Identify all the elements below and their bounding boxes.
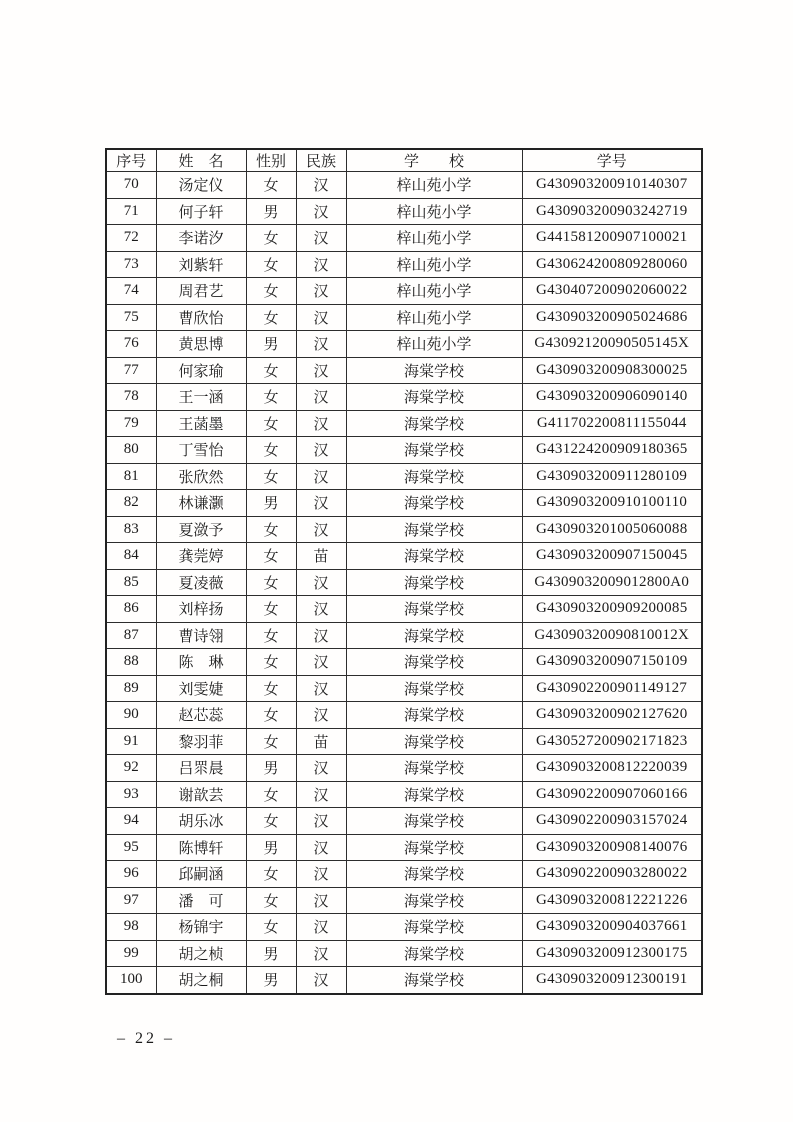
- cell-gender: 女: [246, 516, 296, 543]
- cell-no: 88: [106, 649, 156, 676]
- cell-student-id: G430903200902127620: [522, 702, 702, 729]
- cell-name: 何家瑜: [156, 357, 246, 384]
- cell-student-id: G430527200902171823: [522, 728, 702, 755]
- cell-no: 76: [106, 331, 156, 358]
- cell-no: 73: [106, 251, 156, 278]
- cell-gender: 女: [246, 225, 296, 252]
- cell-school: 梓山苑小学: [346, 225, 522, 252]
- cell-school: 海棠学校: [346, 410, 522, 437]
- cell-gender: 女: [246, 304, 296, 331]
- cell-ethnicity: 汉: [296, 569, 346, 596]
- cell-school: 海棠学校: [346, 834, 522, 861]
- cell-student-id: G430903200906090140: [522, 384, 702, 411]
- cell-ethnicity: 汉: [296, 198, 346, 225]
- cell-name: 赵芯蕊: [156, 702, 246, 729]
- table-row: [106, 463, 702, 490]
- cell-ethnicity: 汉: [296, 755, 346, 782]
- cell-gender: 女: [246, 622, 296, 649]
- table-row: [106, 596, 702, 623]
- cell-student-id: G430903200908300025: [522, 357, 702, 384]
- cell-no: 84: [106, 543, 156, 570]
- cell-student-id: G43090320090810012X: [522, 622, 702, 649]
- cell-name: 胡乐冰: [156, 808, 246, 835]
- cell-student-id: G430903200905024686: [522, 304, 702, 331]
- cell-no: 79: [106, 410, 156, 437]
- cell-name: 刘雯婕: [156, 675, 246, 702]
- cell-school: 海棠学校: [346, 940, 522, 967]
- cell-school: 海棠学校: [346, 728, 522, 755]
- table-row: [106, 251, 702, 278]
- cell-no: 81: [106, 463, 156, 490]
- table-row: [106, 649, 702, 676]
- cell-gender: 女: [246, 357, 296, 384]
- table-row: [106, 516, 702, 543]
- cell-school: 梓山苑小学: [346, 278, 522, 305]
- header-gender: 性别: [246, 149, 296, 172]
- cell-gender: 女: [246, 728, 296, 755]
- cell-gender: 男: [246, 198, 296, 225]
- cell-gender: 女: [246, 278, 296, 305]
- cell-school: 梓山苑小学: [346, 251, 522, 278]
- cell-school: 梓山苑小学: [346, 198, 522, 225]
- cell-school: 海棠学校: [346, 357, 522, 384]
- table-row: [106, 781, 702, 808]
- cell-gender: 女: [246, 172, 296, 199]
- table-row: [106, 675, 702, 702]
- cell-name: 谢歆芸: [156, 781, 246, 808]
- cell-ethnicity: 汉: [296, 914, 346, 941]
- cell-no: 86: [106, 596, 156, 623]
- cell-no: 85: [106, 569, 156, 596]
- cell-student-id: G430407200902060022: [522, 278, 702, 305]
- cell-name: 王一涵: [156, 384, 246, 411]
- cell-school: 海棠学校: [346, 543, 522, 570]
- cell-student-id: G441581200907100021: [522, 225, 702, 252]
- table-row: [106, 940, 702, 967]
- cell-no: 71: [106, 198, 156, 225]
- table-row: [106, 225, 702, 252]
- cell-student-id: G430903201005060088: [522, 516, 702, 543]
- cell-gender: 男: [246, 331, 296, 358]
- cell-name: 夏凌薇: [156, 569, 246, 596]
- cell-school: 海棠学校: [346, 490, 522, 517]
- cell-name: 张欣然: [156, 463, 246, 490]
- cell-name: 丁雪怡: [156, 437, 246, 464]
- header-no: 序号: [106, 149, 156, 172]
- table-row: [106, 808, 702, 835]
- table-row: [106, 198, 702, 225]
- cell-student-id: G430903200904037661: [522, 914, 702, 941]
- cell-gender: 女: [246, 808, 296, 835]
- cell-ethnicity: 汉: [296, 357, 346, 384]
- student-roster-table: [105, 148, 703, 995]
- cell-school: 海棠学校: [346, 781, 522, 808]
- cell-name: 李诺汐: [156, 225, 246, 252]
- cell-ethnicity: 汉: [296, 331, 346, 358]
- cell-name: 龚莞婷: [156, 543, 246, 570]
- page-number: – 22 –: [117, 1030, 175, 1047]
- cell-no: 93: [106, 781, 156, 808]
- cell-ethnicity: 汉: [296, 622, 346, 649]
- cell-no: 82: [106, 490, 156, 517]
- cell-ethnicity: 汉: [296, 490, 346, 517]
- cell-name: 夏潋予: [156, 516, 246, 543]
- cell-ethnicity: 汉: [296, 251, 346, 278]
- cell-school: 海棠学校: [346, 649, 522, 676]
- student-table-body: [106, 172, 702, 994]
- cell-ethnicity: 苗: [296, 543, 346, 570]
- header-student-id: 学号: [522, 149, 702, 172]
- cell-gender: 男: [246, 755, 296, 782]
- cell-school: 梓山苑小学: [346, 172, 522, 199]
- cell-ethnicity: 汉: [296, 410, 346, 437]
- cell-no: 70: [106, 172, 156, 199]
- cell-gender: 女: [246, 251, 296, 278]
- table-row: [106, 278, 702, 305]
- cell-ethnicity: 汉: [296, 834, 346, 861]
- cell-name: 黄思博: [156, 331, 246, 358]
- cell-no: 87: [106, 622, 156, 649]
- cell-school: 梓山苑小学: [346, 331, 522, 358]
- table-row: [106, 914, 702, 941]
- cell-gender: 男: [246, 967, 296, 994]
- cell-ethnicity: 汉: [296, 304, 346, 331]
- cell-name: 王菡墨: [156, 410, 246, 437]
- table-row: [106, 861, 702, 888]
- cell-no: 75: [106, 304, 156, 331]
- cell-ethnicity: 汉: [296, 278, 346, 305]
- cell-student-id: G430903200907150045: [522, 543, 702, 570]
- cell-name: 陈博轩: [156, 834, 246, 861]
- cell-student-id: G430902200903280022: [522, 861, 702, 888]
- cell-ethnicity: 汉: [296, 596, 346, 623]
- table-row: [106, 728, 702, 755]
- table-row: [106, 702, 702, 729]
- cell-school: 海棠学校: [346, 675, 522, 702]
- cell-student-id: G430903200910140307: [522, 172, 702, 199]
- cell-school: 海棠学校: [346, 755, 522, 782]
- table-row: [106, 410, 702, 437]
- cell-ethnicity: 汉: [296, 675, 346, 702]
- cell-gender: 女: [246, 437, 296, 464]
- cell-student-id: G411702200811155044: [522, 410, 702, 437]
- cell-name: 邱嗣涵: [156, 861, 246, 888]
- cell-gender: 女: [246, 887, 296, 914]
- cell-name: 潘 可: [156, 887, 246, 914]
- cell-school: 海棠学校: [346, 887, 522, 914]
- cell-ethnicity: 汉: [296, 702, 346, 729]
- cell-student-id: G430903200908140076: [522, 834, 702, 861]
- header-school: 学 校: [346, 149, 522, 172]
- table-row: [106, 304, 702, 331]
- cell-school: 海棠学校: [346, 463, 522, 490]
- cell-no: 98: [106, 914, 156, 941]
- cell-name: 周君艺: [156, 278, 246, 305]
- cell-no: 80: [106, 437, 156, 464]
- cell-no: 74: [106, 278, 156, 305]
- table-row: [106, 384, 702, 411]
- table-row: [106, 887, 702, 914]
- cell-ethnicity: 汉: [296, 649, 346, 676]
- cell-school: 海棠学校: [346, 569, 522, 596]
- cell-name: 陈 琳: [156, 649, 246, 676]
- header-ethnicity: 民族: [296, 149, 346, 172]
- table-row: [106, 543, 702, 570]
- cell-no: 91: [106, 728, 156, 755]
- cell-no: 90: [106, 702, 156, 729]
- cell-ethnicity: 汉: [296, 463, 346, 490]
- cell-student-id: G430903200911280109: [522, 463, 702, 490]
- cell-name: 胡之桐: [156, 967, 246, 994]
- cell-gender: 女: [246, 649, 296, 676]
- cell-no: 99: [106, 940, 156, 967]
- cell-no: 72: [106, 225, 156, 252]
- table-row: [106, 967, 702, 994]
- cell-ethnicity: 汉: [296, 887, 346, 914]
- cell-name: 胡之桢: [156, 940, 246, 967]
- cell-ethnicity: 汉: [296, 808, 346, 835]
- cell-student-id: G4309032009012800A0: [522, 569, 702, 596]
- table-row: [106, 622, 702, 649]
- cell-school: 海棠学校: [346, 808, 522, 835]
- cell-name: 何子轩: [156, 198, 246, 225]
- cell-name: 刘梓扬: [156, 596, 246, 623]
- cell-student-id: G430903200812220039: [522, 755, 702, 782]
- cell-ethnicity: 汉: [296, 967, 346, 994]
- table-row: [106, 172, 702, 199]
- cell-school: 海棠学校: [346, 437, 522, 464]
- table-row: [106, 437, 702, 464]
- table-row: [106, 331, 702, 358]
- cell-no: 89: [106, 675, 156, 702]
- cell-no: 95: [106, 834, 156, 861]
- header-name: 姓 名: [156, 149, 246, 172]
- cell-school: 海棠学校: [346, 384, 522, 411]
- cell-no: 96: [106, 861, 156, 888]
- cell-ethnicity: 汉: [296, 861, 346, 888]
- cell-no: 92: [106, 755, 156, 782]
- cell-gender: 女: [246, 410, 296, 437]
- cell-gender: 女: [246, 543, 296, 570]
- table-row: [106, 357, 702, 384]
- cell-school: 海棠学校: [346, 861, 522, 888]
- cell-student-id: G43092120090505145X: [522, 331, 702, 358]
- table-row: [106, 569, 702, 596]
- cell-school: 海棠学校: [346, 622, 522, 649]
- cell-name: 吕眔晨: [156, 755, 246, 782]
- cell-student-id: G430624200809280060: [522, 251, 702, 278]
- cell-student-id: G430903200912300175: [522, 940, 702, 967]
- cell-school: 海棠学校: [346, 914, 522, 941]
- cell-gender: 女: [246, 569, 296, 596]
- cell-gender: 女: [246, 702, 296, 729]
- cell-name: 汤定仪: [156, 172, 246, 199]
- cell-ethnicity: 苗: [296, 728, 346, 755]
- cell-student-id: G430902200907060166: [522, 781, 702, 808]
- cell-gender: 女: [246, 384, 296, 411]
- cell-student-id: G430903200909200085: [522, 596, 702, 623]
- cell-student-id: G430903200912300191: [522, 967, 702, 994]
- cell-name: 杨锦宇: [156, 914, 246, 941]
- cell-student-id: G430903200907150109: [522, 649, 702, 676]
- cell-ethnicity: 汉: [296, 172, 346, 199]
- cell-student-id: G430903200812221226: [522, 887, 702, 914]
- cell-name: 林谦灏: [156, 490, 246, 517]
- cell-no: 78: [106, 384, 156, 411]
- cell-student-id: G431224200909180365: [522, 437, 702, 464]
- cell-student-id: G430903200910100110: [522, 490, 702, 517]
- cell-gender: 男: [246, 940, 296, 967]
- cell-gender: 女: [246, 596, 296, 623]
- cell-name: 刘紫轩: [156, 251, 246, 278]
- cell-no: 77: [106, 357, 156, 384]
- cell-gender: 男: [246, 490, 296, 517]
- cell-ethnicity: 汉: [296, 384, 346, 411]
- table-header-row: [106, 149, 702, 172]
- cell-ethnicity: 汉: [296, 940, 346, 967]
- cell-gender: 女: [246, 675, 296, 702]
- cell-ethnicity: 汉: [296, 437, 346, 464]
- cell-school: 海棠学校: [346, 596, 522, 623]
- cell-gender: 女: [246, 463, 296, 490]
- cell-no: 94: [106, 808, 156, 835]
- table-row: [106, 755, 702, 782]
- cell-school: 海棠学校: [346, 702, 522, 729]
- cell-gender: 女: [246, 781, 296, 808]
- cell-no: 100: [106, 967, 156, 994]
- cell-student-id: G430902200901149127: [522, 675, 702, 702]
- cell-no: 97: [106, 887, 156, 914]
- cell-gender: 男: [246, 834, 296, 861]
- cell-gender: 女: [246, 914, 296, 941]
- cell-school: 海棠学校: [346, 967, 522, 994]
- table-row: [106, 490, 702, 517]
- cell-school: 海棠学校: [346, 516, 522, 543]
- cell-ethnicity: 汉: [296, 781, 346, 808]
- table-row: [106, 834, 702, 861]
- cell-no: 83: [106, 516, 156, 543]
- cell-student-id: G430903200903242719: [522, 198, 702, 225]
- cell-school: 梓山苑小学: [346, 304, 522, 331]
- cell-student-id: G430902200903157024: [522, 808, 702, 835]
- cell-ethnicity: 汉: [296, 225, 346, 252]
- cell-name: 黎羽菲: [156, 728, 246, 755]
- cell-gender: 女: [246, 861, 296, 888]
- cell-name: 曹诗翎: [156, 622, 246, 649]
- cell-ethnicity: 汉: [296, 516, 346, 543]
- cell-name: 曹欣怡: [156, 304, 246, 331]
